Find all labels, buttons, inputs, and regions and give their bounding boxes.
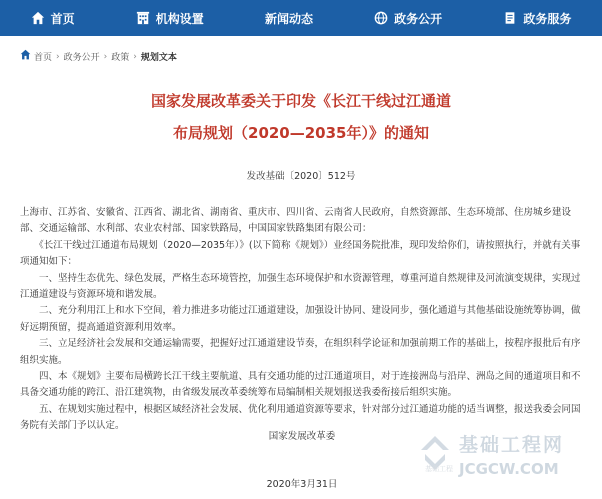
nav-item-label: 政务公开	[394, 11, 443, 26]
nav-item-home[interactable]	[31, 10, 75, 27]
breadcrumb-separator: ›	[56, 51, 60, 62]
breadcrumb	[34, 50, 177, 63]
article-paragraph: 三、立足经济社会发展和交通运输需要，把握好过江通道建设节奏，在组织科学论证和加强前期工作的基础上，按程序报批后有序组织实施。	[20, 338, 581, 366]
article-title-line2: 布局规划（2020—2035年）》的通知	[173, 124, 429, 142]
home-icon	[31, 11, 45, 25]
breadcrumb-current[interactable]: 规划文本	[140, 53, 177, 63]
article-paragraph: 一、坚持生态优先、绿色发展，严格生态环境管控，加强生态环境保护和水资源管理，尊重河道自然规律及河流演变规律，实现过江通道建设与资源环境和谐发展。	[20, 272, 581, 301]
breadcrumb-government-affairs[interactable]: 政务公开	[63, 53, 100, 63]
breadcrumb-home[interactable]: 首页	[34, 53, 53, 63]
nav-item-label: 新闻动态	[264, 11, 313, 26]
globe-icon	[374, 11, 388, 25]
signature-date: 2020年3月31日	[266, 479, 338, 490]
breadcrumb-home-icon[interactable]	[20, 49, 31, 60]
watermark-text-cn: 基础工程网	[459, 434, 565, 456]
article-paragraph: 《长江干线过江通道布局规划（2020—2035年）》(以下简称《规划》）业经国务院批准，现印发给你们，请按照执行，并就有关事项通知如下：	[20, 239, 581, 268]
article-paragraph: 二、充分利用江上和水下空间，着力推进多功能过江通道建设，加强设计协同、建设同步，强化通道与其他基础设施统筹协调，做好远期预留，提高通道资源利用效率。	[20, 305, 581, 333]
nav-item-label: 机构设置	[155, 11, 204, 26]
watermark-text-small: 基础工程	[425, 465, 453, 473]
watermark-text-en: JCGCW.COM	[459, 460, 559, 478]
watermark	[415, 430, 595, 492]
document-number: 发改基础〔2020〕512号	[246, 171, 356, 182]
article-body	[20, 205, 586, 435]
nav-item-government-affairs[interactable]	[374, 10, 442, 27]
article-paragraph: 四、本《规划》主要布局横跨长江干线主要航道、具有交通功能的过江通道项目，对于连接洲岛与沿岸、洲岛之间的通道项目和不具备交通功能的跨江、沿江建筑物，由省级发展改革委统筹布局编制相关规划报送我委衔接后组织实施。	[20, 371, 581, 399]
nav-item-services[interactable]	[503, 10, 571, 27]
breadcrumb-separator: ›	[133, 51, 137, 62]
breadcrumb-separator: ›	[103, 51, 108, 62]
nav-item-news[interactable]	[265, 10, 313, 27]
building-icon	[136, 11, 150, 25]
article-paragraph: 上海市、江苏省、安徽省、江西省、湖北省、湖南省、重庆市、四川省、云南省人民政府，自然资源部、生态环境部、住房城乡建设部、交通运输部、水利部、农业农村部、国家铁路局，中国国家铁路集团有限公司：	[20, 207, 572, 235]
nav-item-organization[interactable]	[136, 10, 204, 27]
nav-item-label: 政务服务	[523, 11, 572, 26]
document-icon	[503, 11, 517, 25]
article-title-line1: 国家发展改革委关于印发《长江干线过江通道	[150, 92, 451, 110]
signature-organization: 国家发展改革委	[268, 431, 336, 442]
nav-item-label: 首页	[50, 11, 75, 26]
breadcrumb-policy[interactable]: 政策	[111, 53, 130, 63]
top-navigation-bar	[0, 0, 602, 36]
article-paragraph: 五、在规划实施过程中，根据区域经济社会发展、优化利用通道资源等要求，针对部分过江通道功能的适当调整，报送我委会同国务院有关部门予以认定。	[20, 403, 581, 432]
